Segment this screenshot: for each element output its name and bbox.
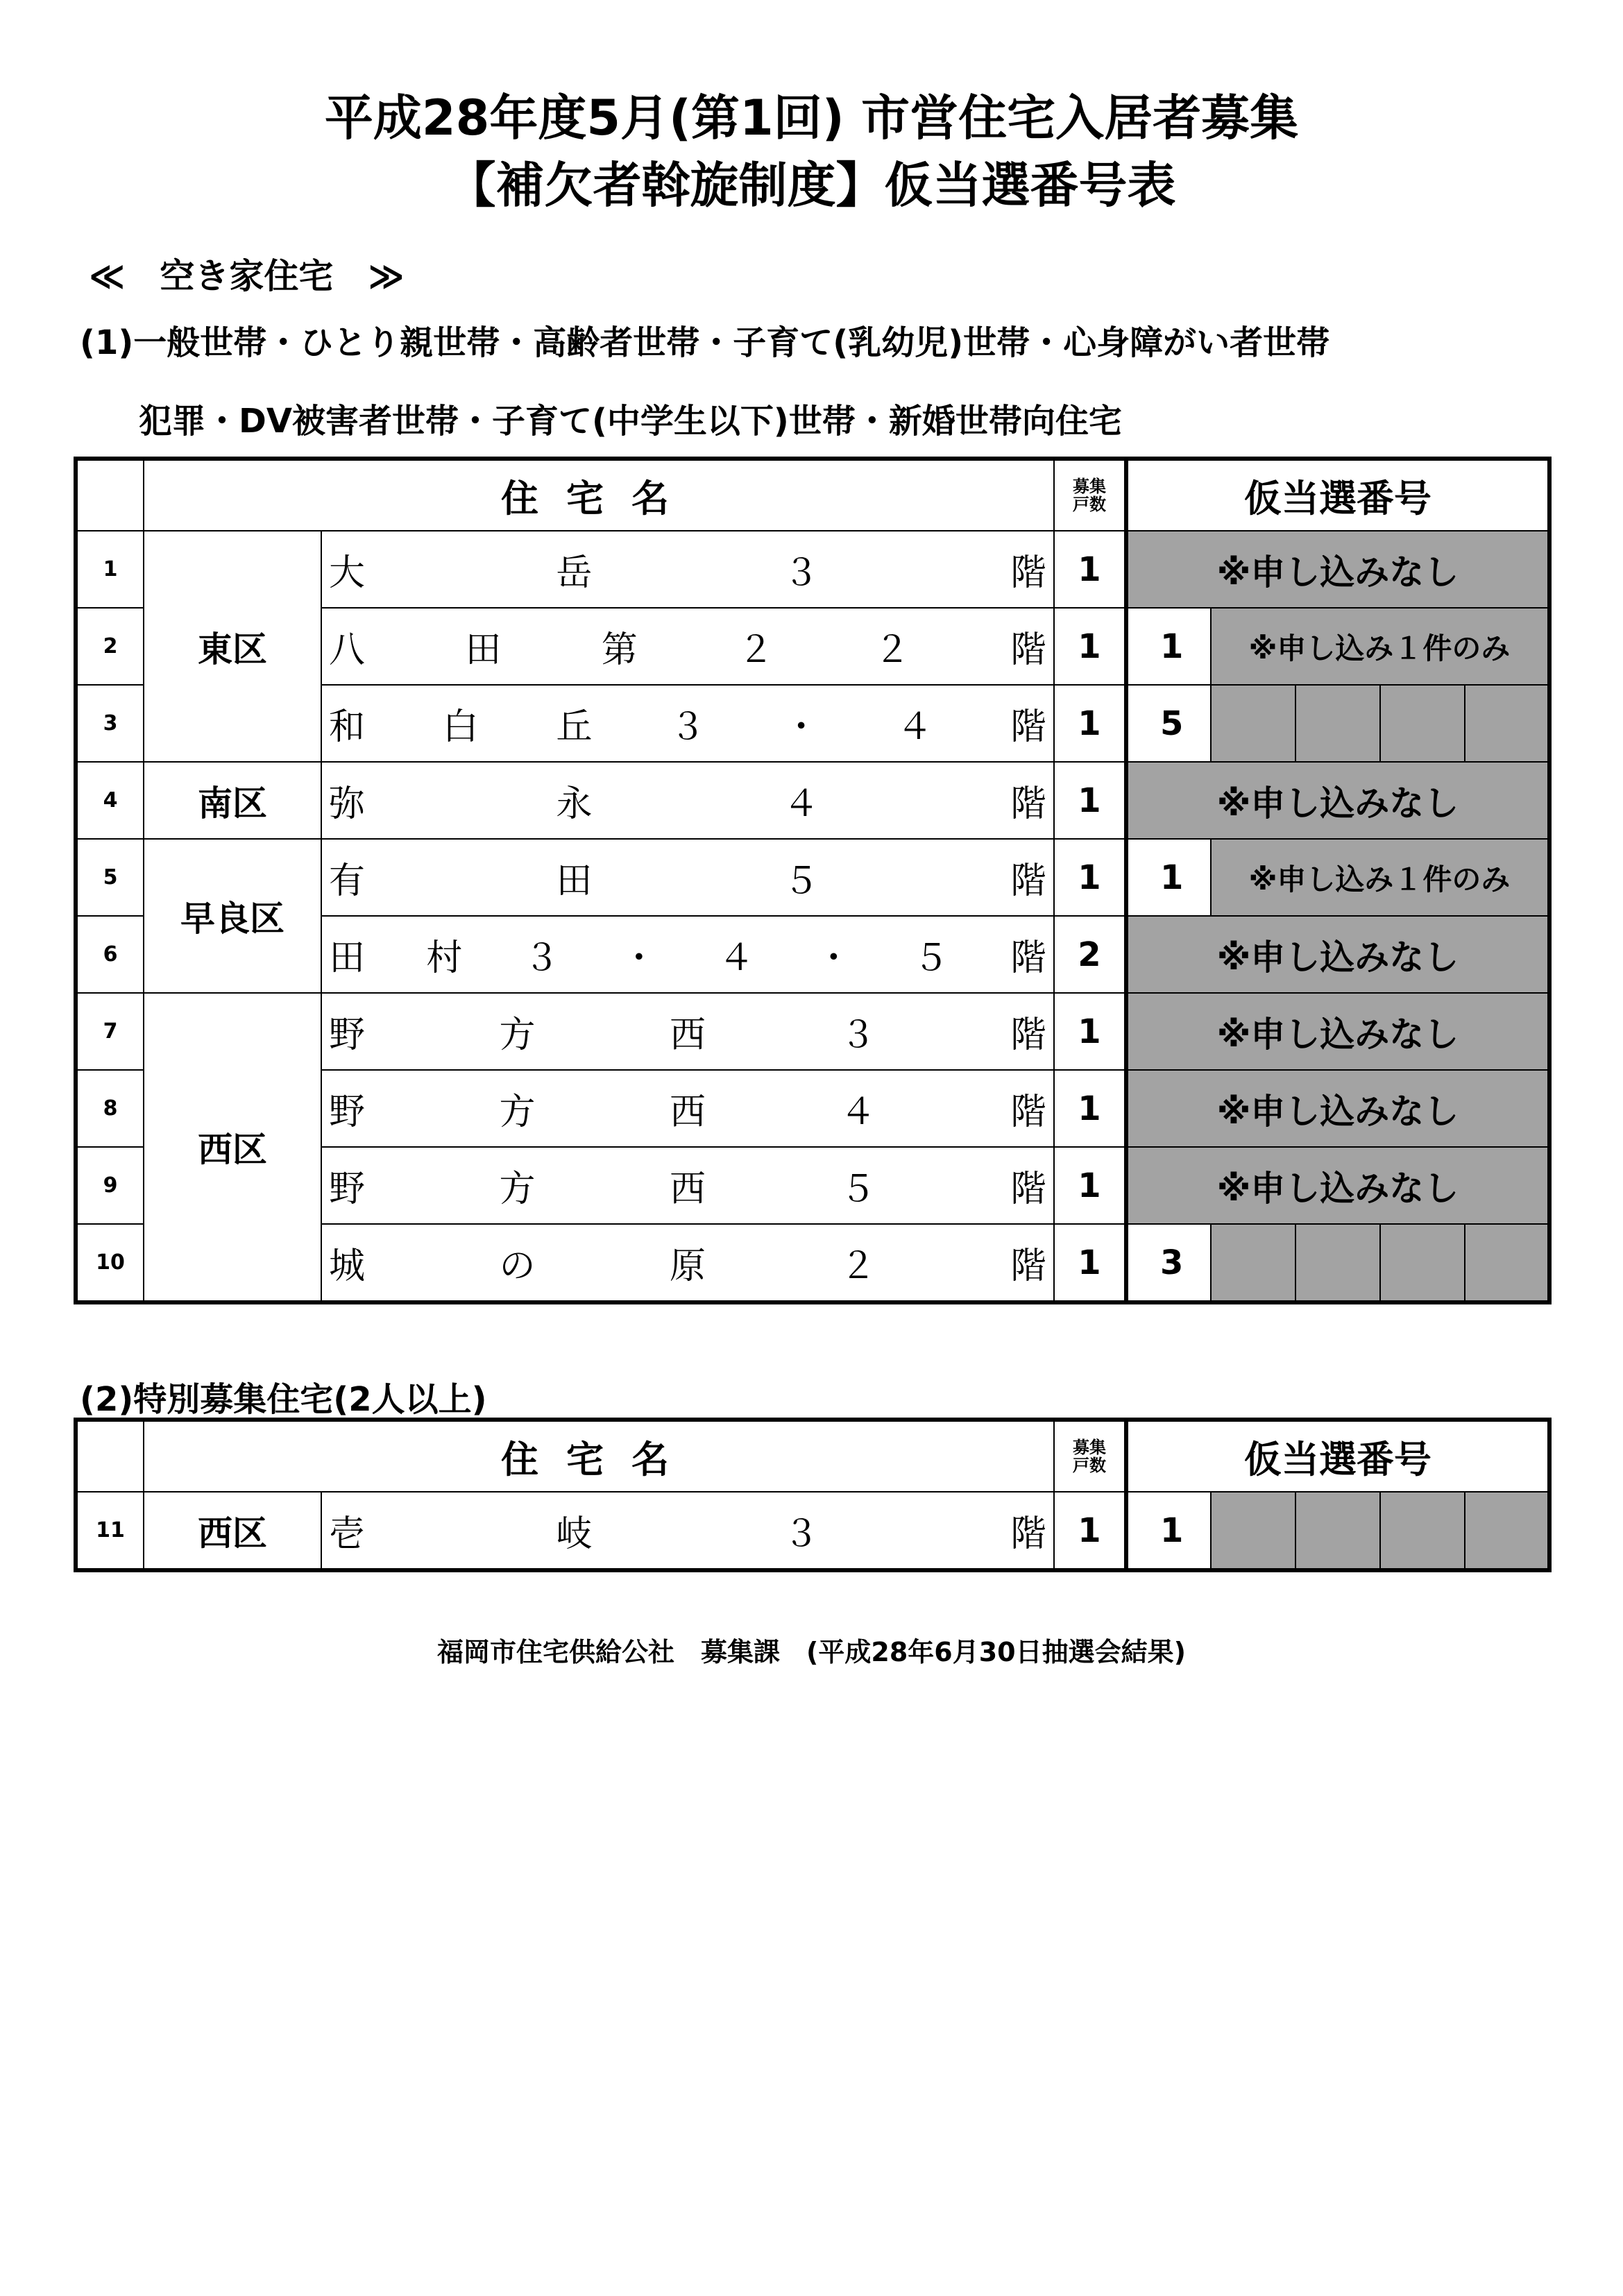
no-application-note: ※申し込みなし <box>1126 1147 1549 1224</box>
recruit-count: 2 <box>1054 916 1126 993</box>
housing-name-char: 八 <box>329 629 366 671</box>
empty-lottery-cell <box>1211 1224 1295 1302</box>
housing-name-char: ２ <box>874 629 910 671</box>
housing-name-char: 白 <box>442 706 479 748</box>
housing-name-char: 西 <box>669 1168 706 1210</box>
no-application-note: ※申し込みなし <box>1126 993 1549 1070</box>
housing-name <box>321 1492 1054 1570</box>
housing-name-char: ・ <box>815 937 852 979</box>
housing-name <box>321 762 1054 839</box>
housing-name-char: 城 <box>329 1245 366 1287</box>
housing-name-char: ４ <box>718 937 755 979</box>
housing-name-char: 方 <box>499 1091 536 1133</box>
housing-name-char: ３ <box>523 937 560 979</box>
housing-name-char: ３ <box>783 1513 819 1555</box>
housing-name-char: 和 <box>329 706 366 748</box>
housing-name-char: 丘 <box>556 706 593 748</box>
housing-name-char: 田 <box>556 860 593 902</box>
housing-name <box>321 839 1054 916</box>
empty-lottery-cell <box>1211 1492 1295 1570</box>
housing-name-char: 階 <box>1010 1091 1046 1133</box>
housing-name-char: 階 <box>1010 552 1046 594</box>
housing-name-char: 階 <box>1010 629 1046 671</box>
subsection2-heading: (2)特別募集住宅(2人以上) <box>80 1380 487 1419</box>
housing-name-char: ・ <box>783 706 819 748</box>
housing-name-char: 階 <box>1010 1014 1046 1056</box>
recruit-count: 1 <box>1054 1224 1126 1302</box>
housing-name <box>321 608 1054 685</box>
row-number: 5 <box>76 839 144 916</box>
housing-name-char: 西 <box>669 1014 706 1056</box>
lottery-number: 5 <box>1126 685 1211 762</box>
housing-name-char: 第 <box>601 629 638 671</box>
lottery-table-1 <box>74 457 1552 1304</box>
housing-name-char: 有 <box>329 860 366 902</box>
housing-name-char: の <box>499 1245 536 1287</box>
header-num-cell <box>76 459 144 531</box>
recruit-count: 1 <box>1054 531 1126 608</box>
housing-name <box>321 1070 1054 1147</box>
housing-name-char: ３ <box>840 1014 876 1056</box>
empty-lottery-cell <box>1380 1224 1465 1302</box>
footer-note: 福岡市住宅供給公社 募集課 (平成28年6月30日抽選会結果) <box>437 1637 1186 1667</box>
section-heading: ≪ 空き家住宅 ≫ <box>89 256 405 296</box>
housing-name-char: 西 <box>669 1091 706 1133</box>
row-number: 8 <box>76 1070 144 1147</box>
table-row <box>76 531 1549 608</box>
recruit-count: 1 <box>1054 685 1126 762</box>
row-number: 7 <box>76 993 144 1070</box>
empty-lottery-cell <box>1295 1224 1380 1302</box>
housing-name <box>321 531 1054 608</box>
housing-name <box>321 1224 1054 1302</box>
housing-name <box>321 685 1054 762</box>
table-row <box>76 1492 1549 1570</box>
ward-cell: 東区 <box>144 531 321 762</box>
housing-name-char: ・ <box>620 937 657 979</box>
housing-name-char: 階 <box>1010 1168 1046 1210</box>
housing-name-char: 村 <box>426 937 463 979</box>
row-number: 4 <box>76 762 144 839</box>
lottery-number: 3 <box>1126 1224 1211 1302</box>
housing-name-char: ２ <box>840 1245 876 1287</box>
recruit-count: 1 <box>1054 1070 1126 1147</box>
housing-name-char: 階 <box>1010 860 1046 902</box>
empty-lottery-cell <box>1380 1492 1465 1570</box>
empty-lottery-cell <box>1211 685 1295 762</box>
empty-lottery-cell <box>1295 685 1380 762</box>
housing-name-char: ５ <box>912 937 949 979</box>
recruit-count: 1 <box>1054 993 1126 1070</box>
no-application-note: ※申し込みなし <box>1126 531 1549 608</box>
housing-name-char: 階 <box>1010 937 1046 979</box>
housing-name-char: 弥 <box>329 783 366 825</box>
housing-name-char: 大 <box>329 552 366 594</box>
housing-name-char: ２ <box>738 629 774 671</box>
housing-name-char: 方 <box>499 1014 536 1056</box>
no-application-note: ※申し込みなし <box>1126 1070 1549 1147</box>
empty-lottery-cell <box>1465 685 1549 762</box>
header-lottery-number: 仮当選番号 <box>1126 459 1549 531</box>
recruit-count: 1 <box>1054 1492 1126 1570</box>
lottery-number: 1 <box>1126 1492 1211 1570</box>
row-number: 10 <box>76 1224 144 1302</box>
header-count: 募集 戸数 <box>1054 1420 1126 1492</box>
empty-lottery-cell <box>1380 685 1465 762</box>
table-row <box>76 762 1549 839</box>
housing-name-char: 階 <box>1010 706 1046 748</box>
header-housing-name: 住宅名 <box>144 1420 1054 1492</box>
recruit-count: 1 <box>1054 762 1126 839</box>
recruit-count: 1 <box>1054 1147 1126 1224</box>
lottery-table-2 <box>74 1418 1552 1572</box>
housing-name-char: 原 <box>669 1245 706 1287</box>
row-number: 9 <box>76 1147 144 1224</box>
ward-cell: 西区 <box>144 1492 321 1570</box>
row-number: 6 <box>76 916 144 993</box>
housing-name-char: 田 <box>465 629 502 671</box>
housing-name <box>321 1147 1054 1224</box>
lottery-number: 1 <box>1126 839 1211 916</box>
table-row <box>76 839 1549 916</box>
housing-name-char: ４ <box>897 706 933 748</box>
housing-name <box>321 916 1054 993</box>
housing-name-char: 野 <box>329 1091 366 1133</box>
empty-lottery-cell <box>1465 1492 1549 1570</box>
subsection1-line2: 犯罪・DV被害者世帯・子育て(中学生以下)世帯・新婚世帯向住宅 <box>139 402 1122 441</box>
no-application-note: ※申し込みなし <box>1126 916 1549 993</box>
housing-name-char: ５ <box>783 860 819 902</box>
ward-cell: 西区 <box>144 993 321 1302</box>
housing-name-char: 野 <box>329 1168 366 1210</box>
housing-name-char: 野 <box>329 1014 366 1056</box>
housing-name-char: 壱 <box>329 1513 366 1555</box>
housing-name-char: ３ <box>669 706 706 748</box>
row-number: 2 <box>76 608 144 685</box>
title-line-2: 【補欠者斡旋制度】仮当選番号表 <box>447 157 1176 214</box>
row-number: 3 <box>76 685 144 762</box>
row-number: 1 <box>76 531 144 608</box>
housing-name-char: 田 <box>329 937 366 979</box>
ward-cell: 早良区 <box>144 839 321 993</box>
housing-name-char: 階 <box>1010 1245 1046 1287</box>
housing-name-char: ４ <box>783 783 819 825</box>
empty-lottery-cell <box>1465 1224 1549 1302</box>
housing-name-char: ３ <box>783 552 819 594</box>
no-application-note: ※申し込みなし <box>1126 762 1549 839</box>
housing-name-char: 方 <box>499 1168 536 1210</box>
table-row <box>76 993 1549 1070</box>
housing-name-char: 岐 <box>556 1513 593 1555</box>
housing-name-char: 岳 <box>556 552 593 594</box>
housing-name-char: 階 <box>1010 1513 1046 1555</box>
empty-lottery-cell <box>1295 1492 1380 1570</box>
housing-name-char: 永 <box>556 783 593 825</box>
housing-name-char: 階 <box>1010 783 1046 825</box>
title-line-1: 平成28年度5月(第1回) 市営住宅入居者募集 <box>324 90 1299 146</box>
housing-name-char: ４ <box>840 1091 876 1133</box>
row-number: 11 <box>76 1492 144 1570</box>
header-lottery-number: 仮当選番号 <box>1126 1420 1549 1492</box>
recruit-count: 1 <box>1054 839 1126 916</box>
ward-cell: 南区 <box>144 762 321 839</box>
header-num-cell <box>76 1420 144 1492</box>
lottery-number: 1 <box>1126 608 1211 685</box>
subsection1-line1: (1)一般世帯・ひとり親世帯・高齢者世帯・子育て(乳幼児)世帯・心身障がい者世帯 <box>80 323 1330 362</box>
recruit-count: 1 <box>1054 608 1126 685</box>
single-application-note: ※申し込み１件のみ <box>1211 839 1549 916</box>
housing-name-char: ５ <box>840 1168 876 1210</box>
header-count: 募集 戸数 <box>1054 459 1126 531</box>
housing-name <box>321 993 1054 1070</box>
header-housing-name: 住宅名 <box>144 459 1054 531</box>
single-application-note: ※申し込み１件のみ <box>1211 608 1549 685</box>
